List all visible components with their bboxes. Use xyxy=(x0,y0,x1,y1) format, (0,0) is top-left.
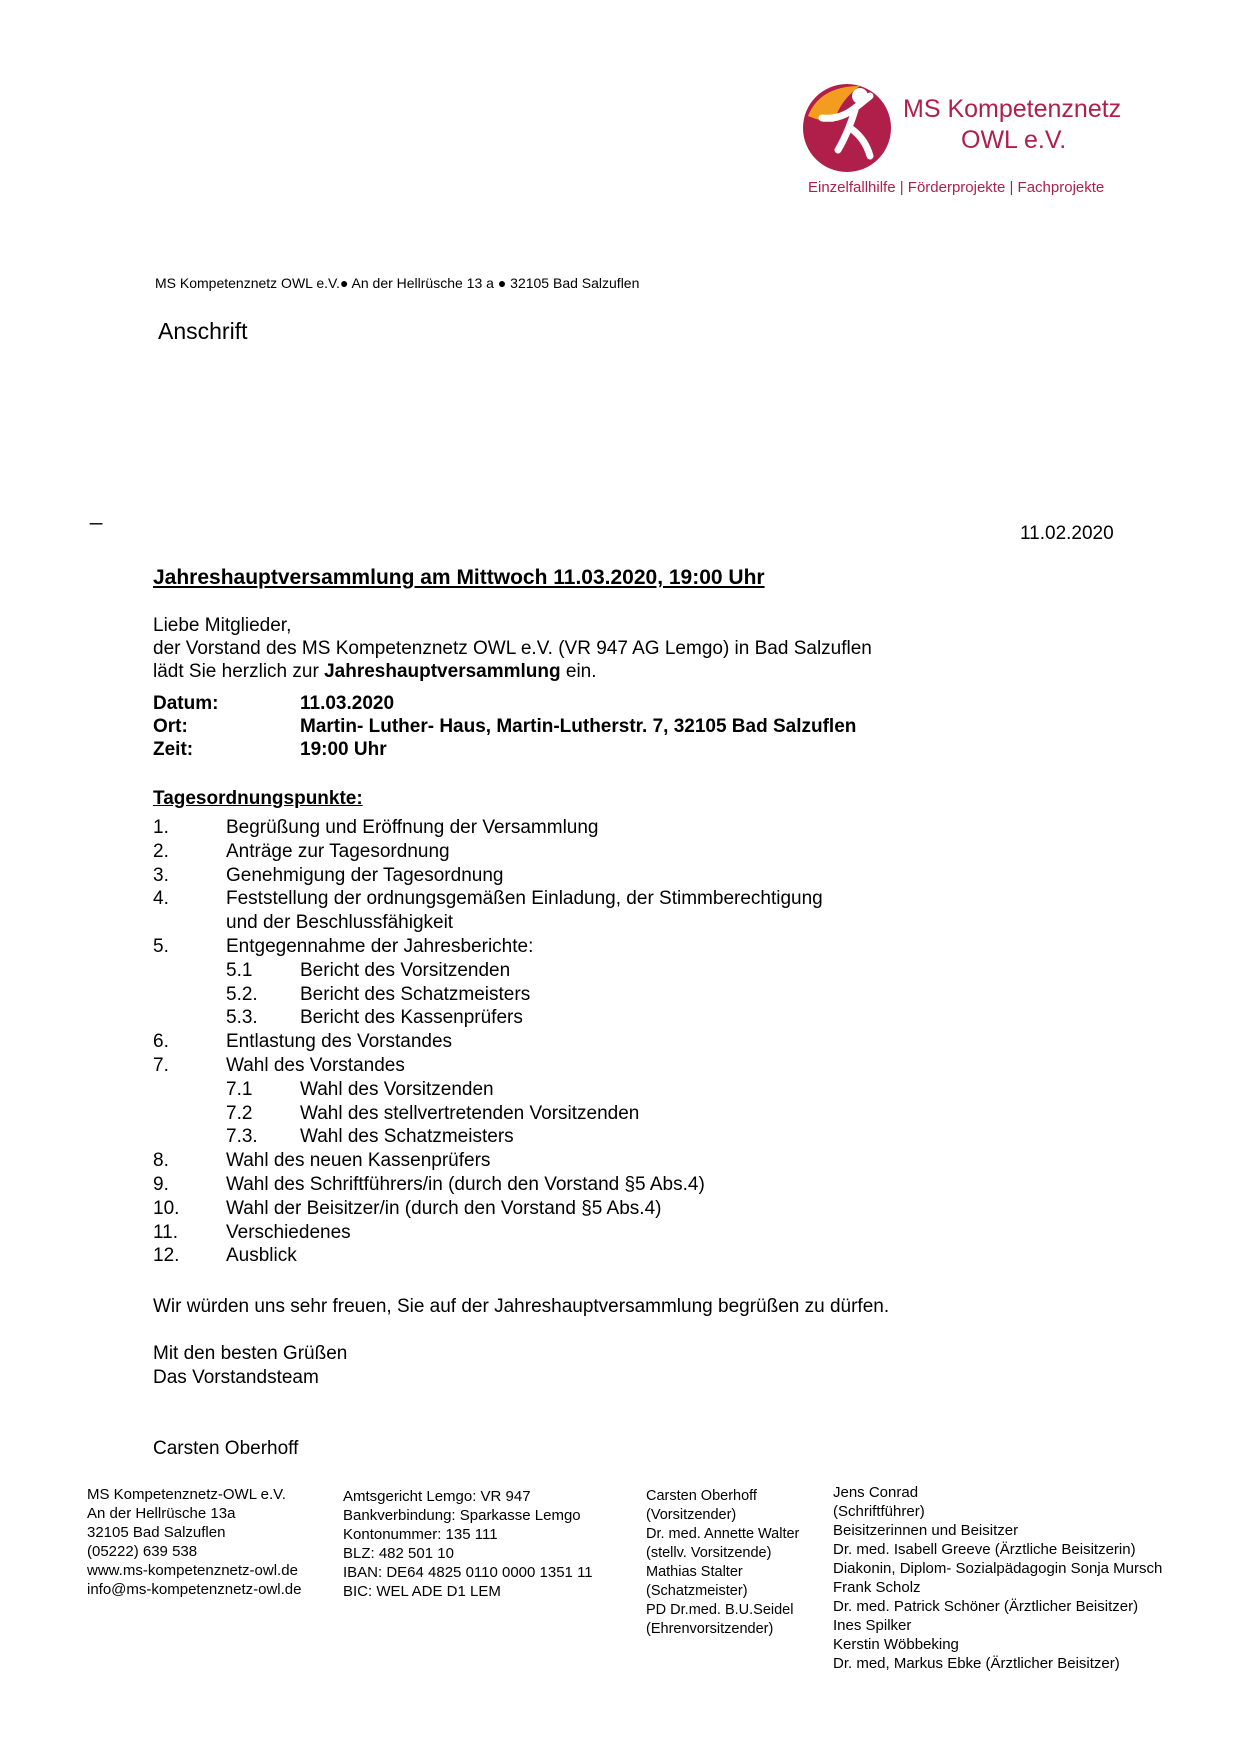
regards-line-1: Mit den besten Grüßen xyxy=(153,1343,348,1364)
agenda-item-number: 10. xyxy=(153,1197,180,1219)
logo-name-line2: OWL e.V. xyxy=(961,126,1067,154)
footer-line: Dr. med. Annette Walter xyxy=(646,1526,800,1542)
agenda-item-text: Anträge zur Tagesordnung xyxy=(226,840,450,862)
ort-label: Ort: xyxy=(153,716,188,737)
agenda-subitem-number: 5.3. xyxy=(226,1007,258,1029)
datum-value: 11.03.2020 xyxy=(300,693,395,714)
sender-line: MS Kompetenznetz OWL e.V.● An der Hellrüsche 13 a ● 32105 Bad Salzuflen xyxy=(155,275,640,291)
footer-line: Ines Spilker xyxy=(833,1617,912,1634)
intro-line-2-bold: Jahreshauptversammlung xyxy=(324,661,561,682)
footer-line: Diakonin, Diplom- Sozialpädagogin Sonja Mursch xyxy=(833,1560,1163,1577)
footer-line: Bankverbindung: Sparkasse Lemgo xyxy=(343,1507,581,1524)
footer-line: (05222) 639 538 xyxy=(87,1543,198,1560)
agenda-item-number: 2. xyxy=(153,840,169,862)
footer-line: Carsten Oberhoff xyxy=(646,1488,757,1504)
agenda-item-text: und der Beschlussfähigkeit xyxy=(226,912,454,934)
intro-line-2-pre: lädt Sie herzlich zur xyxy=(153,661,325,682)
agenda-item-text: Entlastung des Vorstandes xyxy=(226,1031,453,1053)
footer-board xyxy=(646,1487,799,1639)
regards-line-2: Das Vorstandsteam xyxy=(153,1367,319,1388)
agenda-item-text: Feststellung der ordnungsgemäßen Einladung, der Stimmberechtigung xyxy=(226,888,823,910)
logo-figure-icon xyxy=(800,78,895,173)
agenda-subitem-text: Bericht des Kassenprüfers xyxy=(300,1007,523,1029)
agenda-subitem-text: Wahl des Vorsitzenden xyxy=(300,1078,494,1100)
ort-value: Martin- Luther- Haus, Martin-Lutherstr. 7, 32105 Bad Salzuflen xyxy=(300,716,857,737)
agenda-subitem-text: Wahl des Schatzmeisters xyxy=(300,1126,514,1148)
footer-line: Dr. med, Markus Ebke (Ärztlicher Beisitzer) xyxy=(833,1655,1120,1672)
agenda-item-text: Begrüßung und Eröffnung der Versammlung xyxy=(226,817,599,838)
agenda-item-text: Wahl des Schriftführers/in (durch den Vorstand §5 Abs.4) xyxy=(226,1174,705,1195)
intro-line-2-post: ein. xyxy=(560,661,597,682)
subject-line: Jahreshauptversammlung am Mittwoch 11.03.2020, 19:00 Uhr xyxy=(153,566,765,589)
footer-line: info@ms-kompetenznetz-owl.de xyxy=(87,1581,302,1598)
footer-line: BLZ: 482 501 10 xyxy=(343,1545,454,1562)
footer-line: Mathias Stalter xyxy=(646,1564,743,1580)
footer-line: 32105 Bad Salzuflen xyxy=(87,1524,226,1541)
agenda-item-text: Wahl des neuen Kassenprüfers xyxy=(226,1150,491,1172)
agenda-item-number: 6. xyxy=(153,1031,169,1053)
intro-line-2 xyxy=(153,660,872,683)
footer-line: www.ms-kompetenznetz-owl.de xyxy=(87,1562,298,1579)
agenda-subitem-text: Wahl des stellvertretenden Vorsitzenden xyxy=(300,1102,640,1124)
footer-line: Dr. med. Patrick Schöner (Ärztlicher Beisitzer) xyxy=(833,1598,1139,1615)
address-label: Anschrift xyxy=(158,318,248,344)
agenda-subitem-number: 7.2 xyxy=(226,1102,253,1124)
footer-line: Beisitzerinnen und Beisitzer xyxy=(833,1522,1019,1539)
intro-line-1: der Vorstand des MS Kompetenznetz OWL e.V. (VR 947 AG Lemgo) in Bad Salzuflen xyxy=(153,638,872,659)
agenda-item-number: 5. xyxy=(153,936,169,957)
logo-name-line1: MS Kompetenznetz xyxy=(903,95,1122,123)
agenda-item-number: 7. xyxy=(153,1055,169,1076)
footer-line: PD Dr.med. B.U.Seidel xyxy=(646,1602,794,1618)
footer-line: (Schriftführer) xyxy=(833,1503,925,1520)
agenda-item-text: Wahl des Vorstandes xyxy=(226,1055,405,1076)
closing-sentence: Wir würden uns sehr freuen, Sie auf der Jahreshauptversammlung begrüßen zu dürfen. xyxy=(153,1296,890,1317)
zeit-label: Zeit: xyxy=(153,739,194,760)
agenda-item-text: Wahl der Beisitzer/in (durch den Vorstand §5 Abs.4) xyxy=(226,1197,662,1219)
agenda-subitem-text: Bericht des Schatzmeisters xyxy=(300,983,531,1005)
letter-date: 11.02.2020 xyxy=(1020,523,1114,544)
agenda-title: Tagesordnungspunkte: xyxy=(153,788,363,809)
fold-mark: _ xyxy=(90,500,103,525)
footer-members xyxy=(833,1483,1162,1673)
signatory: Carsten Oberhoff xyxy=(153,1438,299,1459)
footer-line: Amtsgericht Lemgo: VR 947 xyxy=(343,1488,531,1505)
agenda-item-number: 9. xyxy=(153,1174,169,1195)
footer-line: Frank Scholz xyxy=(833,1579,921,1596)
datum-label: Datum: xyxy=(153,693,219,714)
agenda-item-number: 4. xyxy=(153,888,169,910)
footer-line: (Vorsitzender) xyxy=(646,1507,737,1523)
intro-text xyxy=(153,614,872,683)
footer-line: An der Hellrüsche 13a xyxy=(87,1505,236,1522)
footer-line: Kerstin Wöbbeking xyxy=(833,1636,959,1653)
footer-line: MS Kompetenznetz-OWL e.V. xyxy=(87,1486,286,1503)
agenda-item-number: 12. xyxy=(153,1245,180,1267)
greeting: Liebe Mitglieder, xyxy=(153,615,292,636)
footer-line: IBAN: DE64 4825 0110 0000 1351 11 xyxy=(343,1564,593,1581)
agenda-item-number: 3. xyxy=(153,864,169,886)
agenda-subitem-number: 7.1 xyxy=(226,1078,253,1100)
zeit-value: 19:00 Uhr xyxy=(300,739,387,760)
agenda-item-number: 8. xyxy=(153,1150,169,1172)
agenda-item-text: Ausblick xyxy=(226,1245,297,1267)
agenda-item-number: 1. xyxy=(153,817,169,838)
footer-line: Dr. med. Isabell Greeve (Ärztliche Beisitzerin) xyxy=(833,1541,1136,1558)
agenda-subitem-number: 5.2. xyxy=(226,983,258,1005)
footer-contact xyxy=(87,1485,301,1599)
logo-tagline: Einzelfallhilfe | Förderprojekte | Fachprojekte xyxy=(808,179,1105,196)
agenda-subitem-text: Bericht des Vorsitzenden xyxy=(300,959,511,981)
footer-line: Jens Conrad xyxy=(833,1484,919,1501)
agenda-subitem-number: 5.1 xyxy=(226,959,253,981)
footer-line: BIC: WEL ADE D1 LEM xyxy=(343,1583,501,1600)
agenda-item-text: Verschiedenes xyxy=(226,1221,351,1243)
footer-line: Kontonummer: 135 111 xyxy=(343,1526,498,1543)
footer-bank xyxy=(343,1487,593,1601)
agenda-subitem-number: 7.3. xyxy=(226,1126,258,1148)
footer-line: (Ehrenvorsitzender) xyxy=(646,1621,774,1637)
footer-line: (stellv. Vorsitzende) xyxy=(646,1545,772,1561)
org-logo xyxy=(800,78,1130,203)
footer-line: (Schatzmeister) xyxy=(646,1583,748,1599)
agenda-item-text: Entgegennahme der Jahresberichte: xyxy=(226,936,534,957)
agenda-item-text: Genehmigung der Tagesordnung xyxy=(226,864,504,886)
agenda-item-number: 11. xyxy=(153,1221,179,1243)
